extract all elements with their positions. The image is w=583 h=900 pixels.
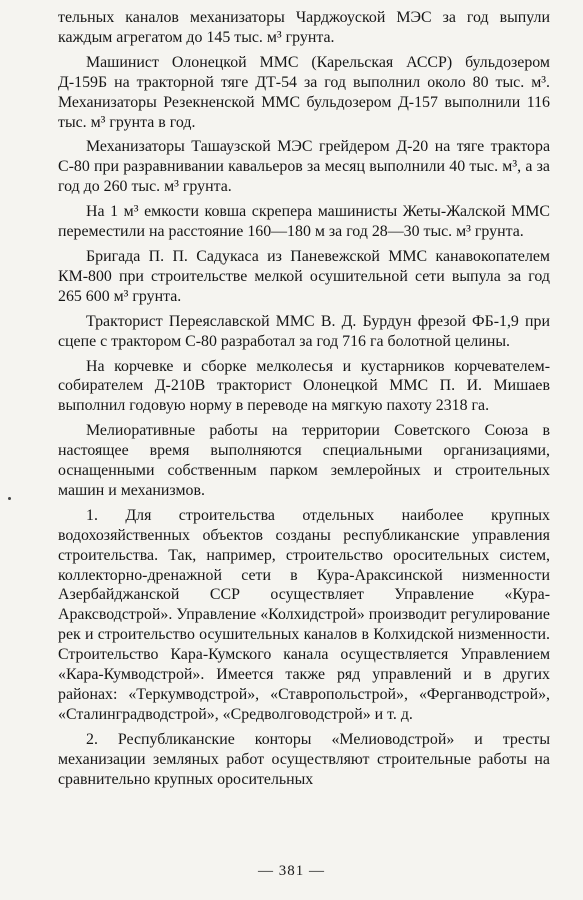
paragraph: Мелиоративные работы на территории Советского Союза в настоящее время выполняются специальными организациями, оснащенными собственным парком землеройных и строительных машин и механизмов. (58, 422, 550, 499)
print-speck (8, 497, 11, 500)
paragraph: тельных каналов механизаторы Чарджоуской МЭС за год выпули каждым агрегатом до 145 тыс. м³ грунта. (58, 9, 550, 46)
paragraph: 1. Для строительства отдельных наиболее крупных водохозяйственных объектов созданы республиканские управления строительства. Так, например, строительство оросительных систем, коллекторно-дренажной сети в Кура-Араксинской низменности Азербайджанской ССР осуществляет Управление «Кура-Араксводстрой». Управление «Колхидстрой» производит регулирование рек и строительство осушительных каналов в Колхидской низменности. Строительство Кара-Кумского канала осуществляется Управлением «Кара-Кумводстрой». Имеется также ряд управлений и в других районах: «Теркумводстрой», «Ставропольстрой», «Ферганводстрой», «Сталинградводстрой», «Средволговодстрой» и т. д. (58, 506, 550, 723)
body-text (58, 8, 550, 795)
paragraph: На корчевке и сборке мелколесья и кустарников корчевателем-собирателем Д-210В тракторист Олонецкой ММС П. И. Мишаев выполнил годовую норму в переводе на мягкую пахоту 2318 га. (58, 357, 550, 415)
paragraph: На 1 м³ емкости ковша скрепера машинисты Жеты-Жалской ММС переместили на расстояние 160—180 м за год 28—30 тыс. м³ грунта. (58, 203, 550, 241)
paragraph: Бригада П. П. Садукаса из Паневежской ММС канавокопателем КМ-800 при строительстве мелкой осушительной сети выпула за год 265 600 м³ грунта. (58, 247, 550, 305)
paragraph: 2. Республиканские конторы «Мелиоводстрой» и тресты механизации земляных работ осуществляют строительные работы на сравнительно крупных оросительных (58, 730, 550, 788)
paragraph: Тракторист Переяславской ММС В. Д. Бурдун фрезой ФБ-1,9 при сцепе с трактором С-80 разработал за год 716 га болотной целины. (58, 312, 550, 350)
paragraph: Механизаторы Ташаузской МЭС грейдером Д-20 на тяге трактора С-80 при разравнивании кавальеров за месяц выполнили 40 тыс. м³, а за год до 260 тыс. м³ грунта. (58, 138, 550, 196)
paragraph: Машинист Олонецкой ММС (Карельская АССР) бульдозером Д-159Б на тракторной тяге ДТ-54 за год выполнил около 80 тыс. м³. Механизаторы Резекненской ММС бульдозером Д-157 выполнили 116 тыс. м³ грунта в год. (58, 53, 550, 131)
page-number: — 381 — (258, 863, 325, 879)
